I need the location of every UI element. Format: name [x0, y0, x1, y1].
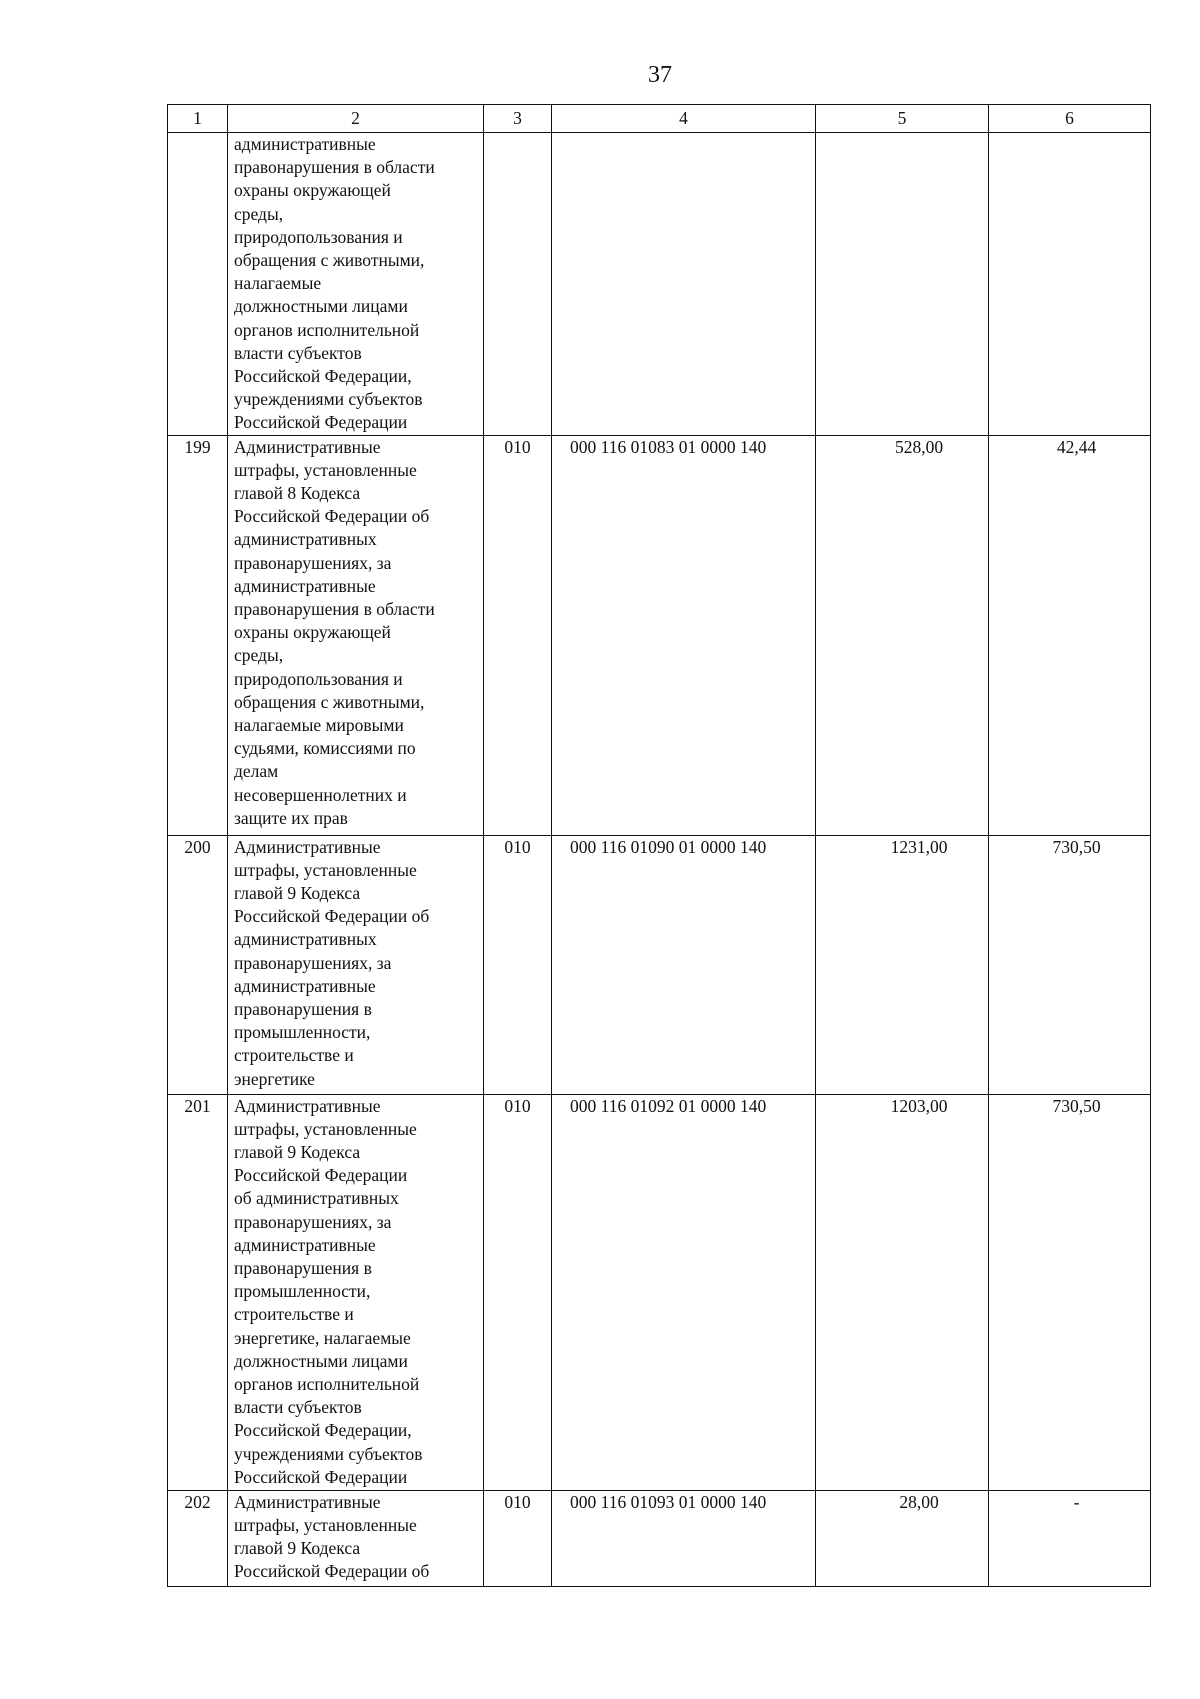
row-description: административные правонарушения в области охраны окружающей среды, природопользования и обращения с животными, налагаемые должностными лицами органов исполнительной власти субъектов Российской Федерации, учреждениями субъектов Российской Федерации — [228, 133, 484, 436]
row-value-col6: 730,50 — [989, 1094, 1151, 1490]
row-description: Административные штрафы, установленные главой 8 Кодекса Российской Федерации об административных правонарушениях, за административные правонарушения в области охраны окружающей среды, природопользования и обращения с животными, налагаемые мировыми судьями, комиссиями по делам несовершеннолетних и защите их прав — [228, 435, 484, 835]
row-code: 010 — [484, 1490, 552, 1586]
budget-table — [167, 104, 1151, 1587]
row-number: 200 — [168, 835, 228, 1094]
row-value-col6: - — [989, 1490, 1151, 1586]
row-number — [168, 133, 228, 436]
row-value-col5: 528,00 — [816, 435, 989, 835]
table-row — [168, 435, 1151, 835]
column-header: 6 — [989, 105, 1151, 133]
table-row — [168, 835, 1151, 1094]
row-value-col5: 28,00 — [816, 1490, 989, 1586]
row-code: 010 — [484, 1094, 552, 1490]
row-description: Административные штрафы, установленные главой 9 Кодекса Российской Федерации об — [228, 1490, 484, 1586]
row-code: 010 — [484, 435, 552, 835]
row-value-col5: 1203,00 — [816, 1094, 989, 1490]
table-row — [168, 1490, 1151, 1586]
table-row — [168, 1094, 1151, 1490]
row-kbk — [552, 133, 816, 436]
header-row — [168, 105, 1151, 133]
row-kbk: 000 116 01090 01 0000 140 — [552, 835, 816, 1094]
row-kbk: 000 116 01092 01 0000 140 — [552, 1094, 816, 1490]
page-number: 37 — [648, 62, 672, 88]
column-header: 5 — [816, 105, 989, 133]
row-number: 199 — [168, 435, 228, 835]
row-value-col6 — [989, 133, 1151, 436]
row-kbk: 000 116 01083 01 0000 140 — [552, 435, 816, 835]
row-code: 010 — [484, 835, 552, 1094]
column-header: 1 — [168, 105, 228, 133]
column-header: 4 — [552, 105, 816, 133]
row-description: Административные штрафы, установленные главой 9 Кодекса Российской Федерации об административных правонарушениях, за административные правонарушения в промышленности, строительстве и энергетике — [228, 835, 484, 1094]
row-value-col6: 730,50 — [989, 835, 1151, 1094]
row-kbk: 000 116 01093 01 0000 140 — [552, 1490, 816, 1586]
row-number: 202 — [168, 1490, 228, 1586]
row-value-col6: 42,44 — [989, 435, 1151, 835]
row-code — [484, 133, 552, 436]
row-number: 201 — [168, 1094, 228, 1490]
column-header: 2 — [228, 105, 484, 133]
row-value-col5: 1231,00 — [816, 835, 989, 1094]
row-value-col5 — [816, 133, 989, 436]
column-header: 3 — [484, 105, 552, 133]
table-row — [168, 133, 1151, 436]
row-description: Административные штрафы, установленные главой 9 Кодекса Российской Федерации об административных правонарушениях, за административные правонарушения в промышленности, строительстве и энергетике, налагаемые должностными лицами органов исполнительной власти субъектов Российской Федерации, учреждениями субъектов Российской Федерации — [228, 1094, 484, 1490]
